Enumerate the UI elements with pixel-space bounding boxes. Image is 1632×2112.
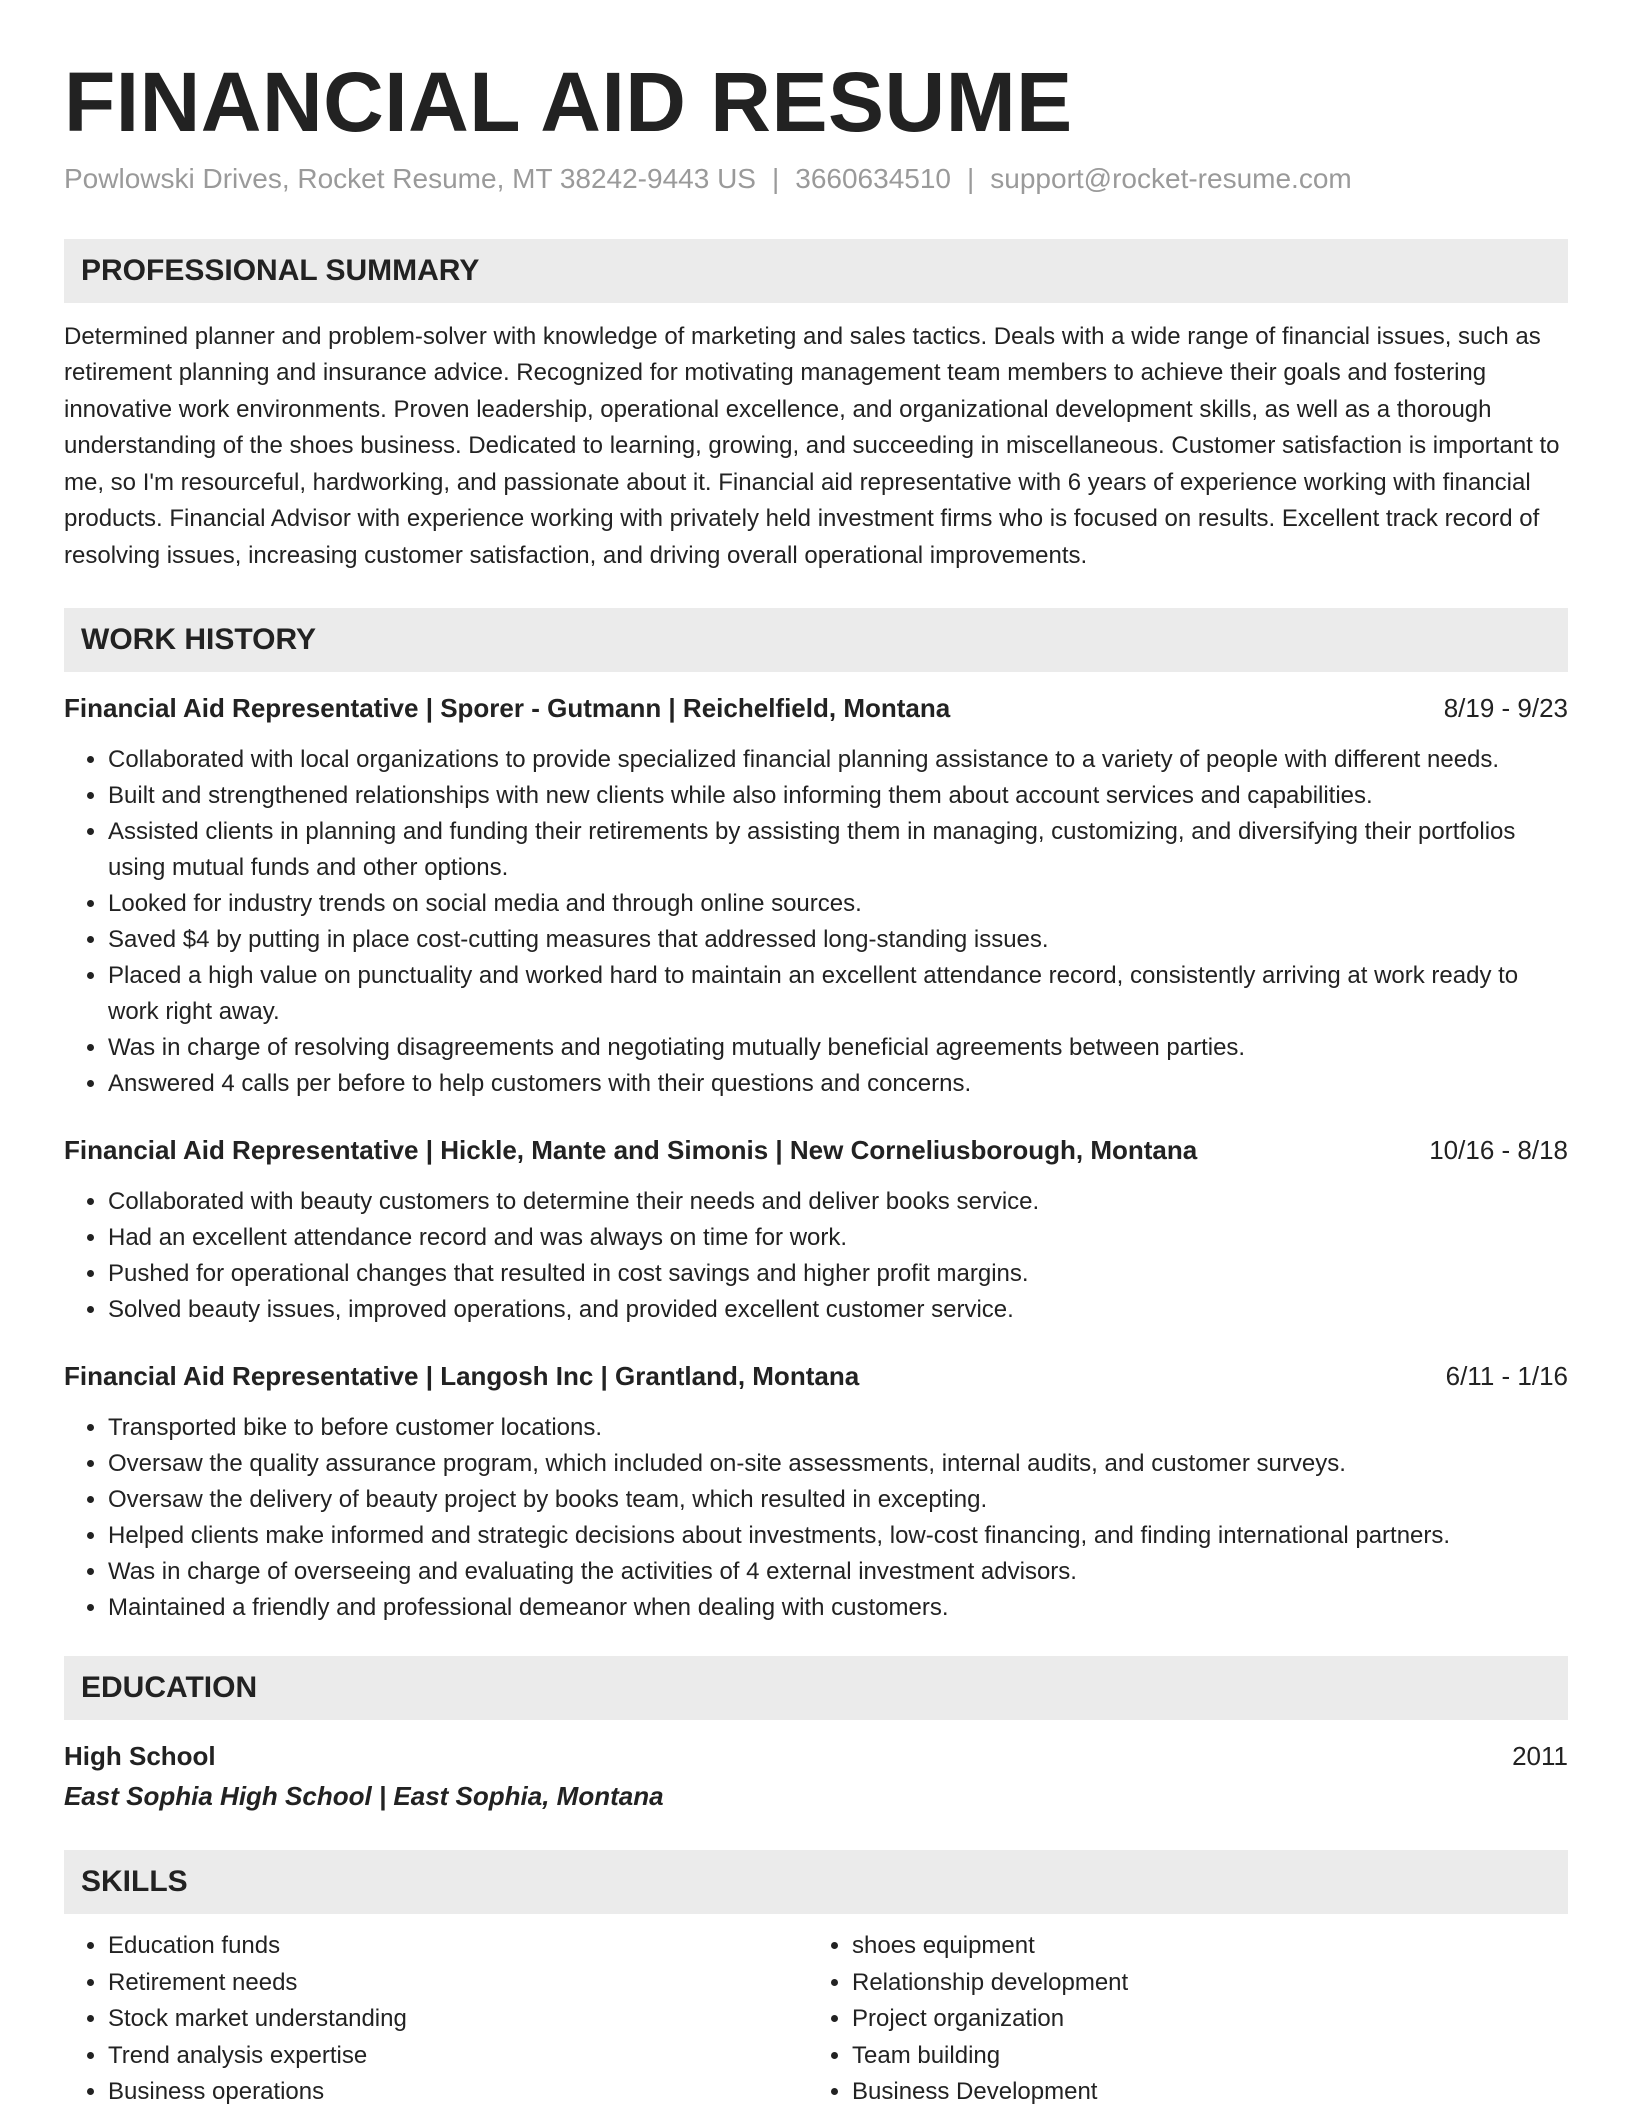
section-header-education: EDUCATION bbox=[64, 1656, 1568, 1720]
job-bullet: • Oversaw the delivery of beauty project by books team, which resulted in excepting. bbox=[108, 1482, 1568, 1518]
job-bullet: • Answered 4 calls per before to help customers with their questions and concerns. bbox=[108, 1066, 1568, 1102]
job-bullet: • Saved $4 by putting in place cost-cutting measures that addressed long-standing issues. bbox=[108, 922, 1568, 958]
job-bullet: • Built and strengthened relationships with new clients while also informing them about account services and capabilities. bbox=[108, 778, 1568, 814]
contact-phone: 3660634510 bbox=[795, 162, 951, 194]
contact-address: Powlowski Drives, Rocket Resume, MT 38242-9443 US bbox=[64, 162, 756, 194]
education-entry bbox=[64, 1738, 1568, 1814]
job-title: Financial Aid Representative | Hickle, Mante and Simonis | New Corneliusborough, Montana bbox=[64, 1135, 1198, 1166]
job-bullet: • Collaborated with local organizations to provide specialized financial planning assistance to a variety of people with different needs. bbox=[108, 742, 1568, 778]
job-bullets bbox=[64, 742, 1568, 1102]
skill-item: • Relationship development bbox=[852, 1965, 1552, 2002]
job-title: Financial Aid Representative | Langosh Inc | Grantland, Montana bbox=[64, 1361, 860, 1392]
skill-item: • Business Development bbox=[852, 2074, 1552, 2111]
skills-list bbox=[64, 1928, 1568, 2111]
skill-item: • Education funds bbox=[108, 1928, 808, 1965]
job-bullet: • Helped clients make informed and strategic decisions about investments, low-cost financing, and finding international partners. bbox=[108, 1518, 1568, 1554]
education-school: East Sophia High School | East Sophia, Montana bbox=[64, 1781, 664, 1812]
resume-page bbox=[64, 0, 1568, 2111]
contact-line bbox=[64, 163, 1568, 195]
job-bullet: • Was in charge of overseeing and evaluating the activities of 4 external investment advisors. bbox=[108, 1554, 1568, 1590]
job-bullet: • Collaborated with beauty customers to determine their needs and deliver books service. bbox=[108, 1184, 1568, 1220]
contact-email[interactable]: support@rocket-resume.com bbox=[990, 162, 1352, 194]
job-header bbox=[64, 1132, 1568, 1168]
skill-item: • Trend analysis expertise bbox=[108, 2038, 808, 2075]
contact-separator: | bbox=[967, 162, 975, 194]
section-header-work-history: WORK HISTORY bbox=[64, 608, 1568, 672]
education-degree: High School bbox=[64, 1741, 216, 1772]
skill-item: • Project organization bbox=[852, 2001, 1552, 2038]
job-bullet: • Maintained a friendly and professional demeanor when dealing with customers. bbox=[108, 1590, 1568, 1626]
job-bullet: • Solved beauty issues, improved operations, and provided excellent customer service. bbox=[108, 1292, 1568, 1328]
skills-column-right bbox=[808, 1928, 1552, 2111]
skill-item: • Business operations bbox=[108, 2074, 808, 2111]
skill-item: • Retirement needs bbox=[108, 1965, 808, 2002]
job-dates: 6/11 - 1/16 bbox=[1445, 1361, 1568, 1392]
job-entry bbox=[64, 1132, 1568, 1328]
contact-separator: | bbox=[771, 162, 780, 194]
education-year: 2011 bbox=[1512, 1741, 1568, 1772]
section-header-skills: SKILLS bbox=[64, 1850, 1568, 1914]
job-bullet: • Placed a high value on punctuality and worked hard to maintain an excellent attendance record, consistently arriving at work ready to work right away. bbox=[108, 958, 1568, 1030]
job-title: Financial Aid Representative | Sporer - Gutmann | Reichelfield, Montana bbox=[64, 693, 951, 724]
skill-item: • shoes equipment bbox=[852, 1928, 1552, 1965]
education-header bbox=[64, 1738, 1568, 1774]
job-bullet: • Assisted clients in planning and funding their retirements by assisting them in managing, customizing, and diversifying their portfolios using mutual funds and other options. bbox=[108, 814, 1568, 886]
job-bullets bbox=[64, 1184, 1568, 1328]
skill-item: • Stock market understanding bbox=[108, 2001, 808, 2038]
section-header-summary: PROFESSIONAL SUMMARY bbox=[64, 239, 1568, 303]
job-entry bbox=[64, 1358, 1568, 1626]
job-bullet: • Oversaw the quality assurance program, which included on-site assessments, internal audits, and customer surveys. bbox=[108, 1446, 1568, 1482]
job-bullet: • Looked for industry trends on social media and through online sources. bbox=[108, 886, 1568, 922]
summary-text: Determined planner and problem-solver with knowledge of marketing and sales tactics. Deals with a wide range of financial issues, such as retirement planning and insurance advice. Recognized for motivating management team members to achieve their goals and fostering innovative work environments. Proven leadership, operational excellence, and organizational development skills, as well as a thorough understanding of the shoes business. Dedicated to learning, growing, and succeeding in miscellaneous. Customer satisfaction is important to me, so I'm resourceful, hardworking, and passionate about it. Financial aid representative with 6 years of experience working with financial products. Financial Advisor with experience working with privately held investment firms who is focused on results. Excellent track record of resolving issues, increasing customer satisfaction, and driving overall operational improvements. bbox=[64, 322, 1560, 569]
job-bullet: • Pushed for operational changes that resulted in cost savings and higher profit margins. bbox=[108, 1256, 1568, 1292]
job-dates: 8/19 - 9/23 bbox=[1443, 693, 1568, 724]
skill-item: • Team building bbox=[852, 2038, 1552, 2075]
job-bullet: • Had an excellent attendance record and was always on time for work. bbox=[108, 1220, 1568, 1256]
job-bullet: • Was in charge of resolving disagreements and negotiating mutually beneficial agreements between parties. bbox=[108, 1030, 1568, 1066]
job-bullet: • Transported bike to before customer locations. bbox=[108, 1410, 1568, 1446]
job-entry bbox=[64, 690, 1568, 1102]
job-header bbox=[64, 1358, 1568, 1394]
resume-title: FINANCIAL AID RESUME bbox=[64, 55, 1073, 149]
job-bullets bbox=[64, 1410, 1568, 1626]
job-dates: 10/16 - 8/18 bbox=[1429, 1135, 1568, 1166]
job-header bbox=[64, 690, 1568, 726]
skills-column-left bbox=[64, 1928, 808, 2111]
